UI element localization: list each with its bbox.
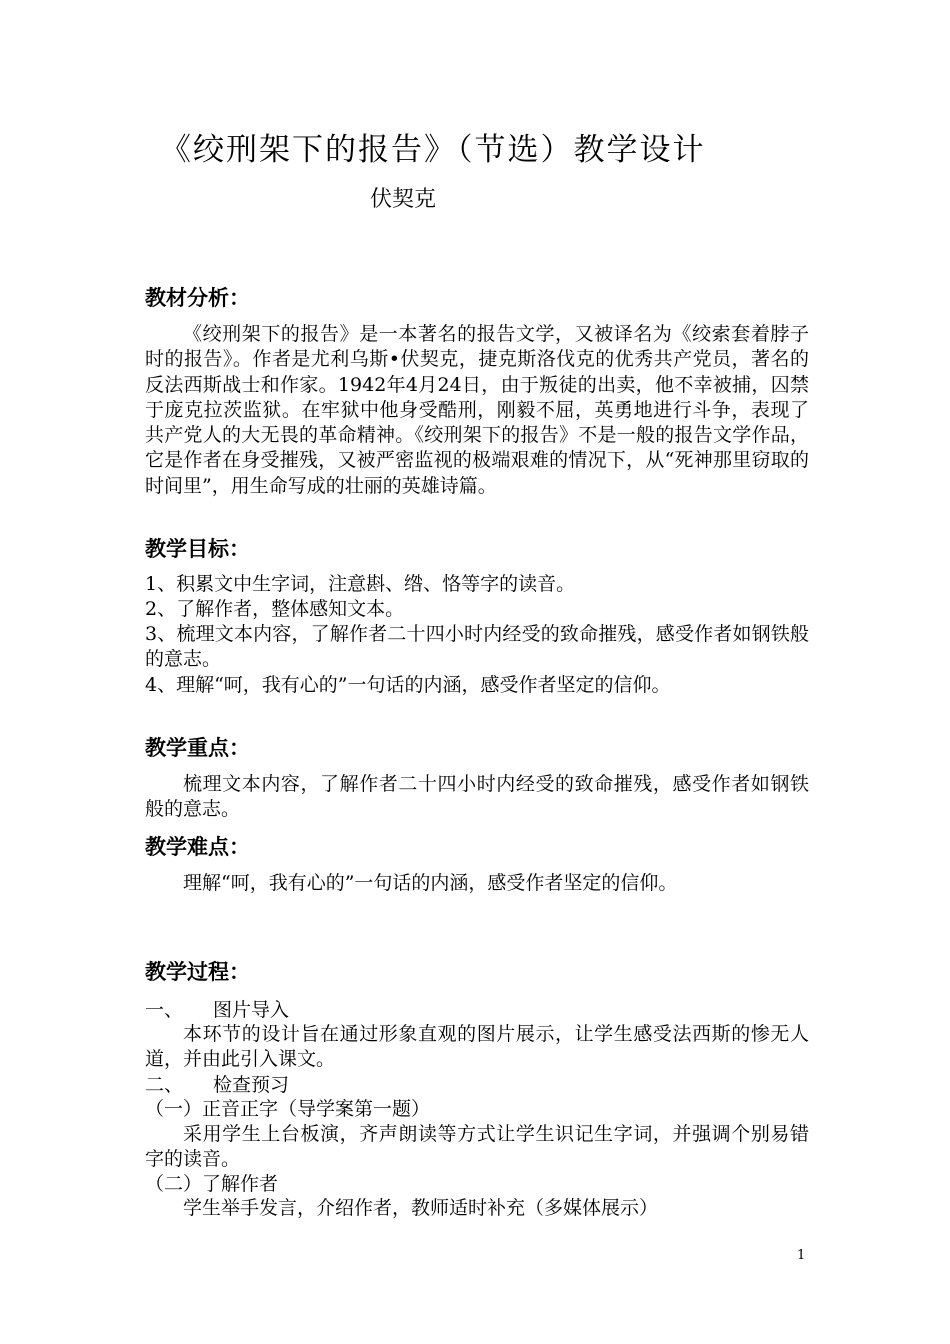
section-heading-difficulties: 教学难点： (145, 835, 250, 859)
section-heading-analysis: 教材分析： (145, 286, 250, 310)
process-step-1-title: 图片导入 (213, 999, 290, 1021)
process-sub-2-text: 学生举手发言，介绍作者，教师适时补充（多媒体展示） (183, 1197, 659, 1219)
goal-item-1: 1、积累文中生字词，注意斟、绺、恪等字的读音。 (145, 573, 576, 595)
process-step-2-title: 检查预习 (213, 1074, 290, 1096)
analysis-paragraph: 《绞刑架下的报告》是一本著名的报告文学，又被译名为《绞索套着脖子时的报告》。作者是尤利乌斯•伏契克，捷克斯洛伐克的优秀共产党员，著名的反法西斯战士和作家。1942年4月24日，由于叛徒的出卖，他不幸被捕，囚禁于庞克拉茨监狱。在牢狱中他身受酷刑，刚毅不屈，英勇地进行斗争，表现了共产党人的大无畏的革命精神。《绞刑架下的报告》不是一般的报告文学作品，它是作者在身受摧残，又被严密监视的极端艰难的情况下，从“死神那里窃取的时间里”，用生命写成的壮丽的英雄诗篇。 (145, 323, 809, 497)
document-title: 《绞刑架下的报告》（节选）教学设计 (160, 132, 706, 168)
process-step-1-text: 本环节的设计旨在通过形象直观的图片展示，让学生感受法西斯的惨无人道，并由此引入课文。 (145, 1023, 809, 1071)
goal-item-2: 2、了解作者，整体感知文本。 (145, 598, 405, 620)
process-step-1-number: 一、 (145, 999, 184, 1021)
goal-item-3: 3、梳理文本内容，了解作者二十四小时内经受的致命摧残，感受作者如钢铁般的意志。 (145, 623, 809, 671)
process-step-1 (145, 998, 809, 1023)
difficulties-paragraph: 理解“呵，我有心的”一句话的内涵，感受作者坚定的信仰。 (183, 872, 678, 894)
key-points-paragraph: 梳理文本内容，了解作者二十四小时内经受的致命摧残，感受作者如钢铁般的意志。 (145, 773, 809, 821)
process-step-2-number: 二、 (145, 1074, 184, 1096)
process-sub-2-title: （二）了解作者 (145, 1173, 279, 1195)
process-sub-1-text: 采用学生上台板演，齐声朗读等方式让学生识记生字词，并强调个别易错字的读音。 (145, 1123, 809, 1171)
process-step-2 (145, 1073, 809, 1098)
page-number: 1 (797, 1248, 806, 1263)
section-heading-goals: 教学目标： (145, 537, 250, 561)
section-heading-key-points: 教学重点： (145, 736, 250, 760)
section-heading-process: 教学过程： (145, 960, 250, 984)
process-sub-1-title: （一）正音正字（导学案第一题） (145, 1098, 431, 1120)
goal-item-4: 4、理解“呵，我有心的”一句话的内涵，感受作者坚定的信仰。 (145, 674, 671, 696)
document-author: 伏契克 (370, 187, 437, 212)
